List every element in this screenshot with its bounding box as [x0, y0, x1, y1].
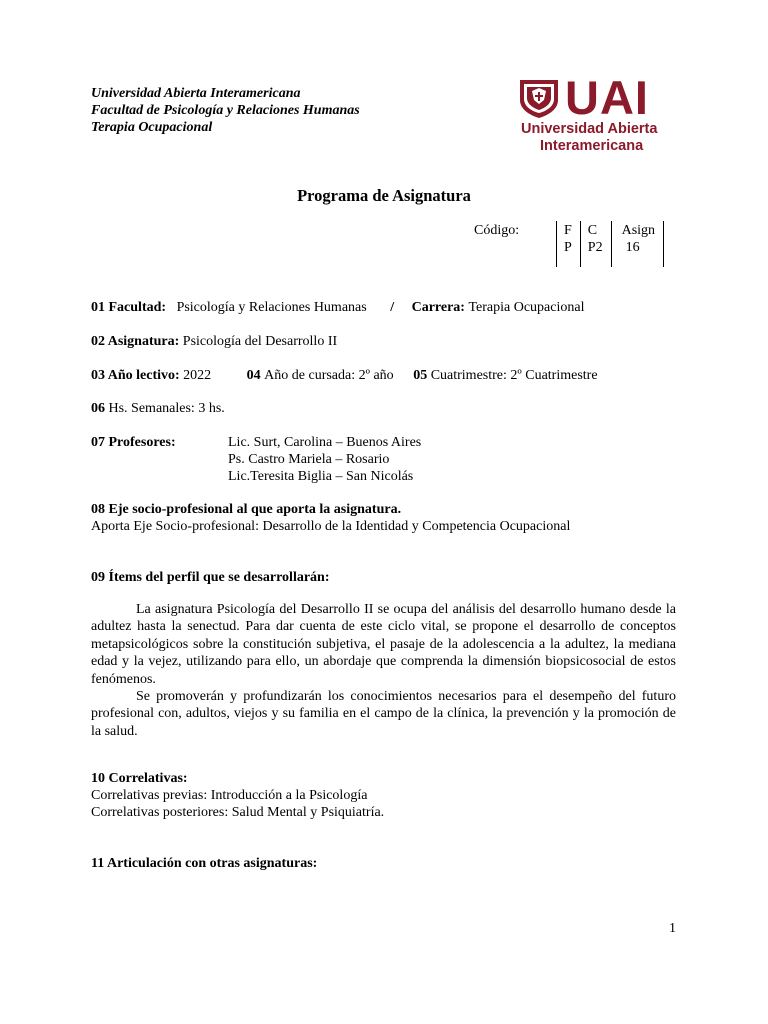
logo-name-line2: Interamericana — [540, 138, 644, 154]
field-07-label — [91, 434, 176, 451]
field-value: Psicología y Relaciones Humanas — [176, 300, 367, 315]
profesores-list — [228, 434, 421, 485]
field-value: Correlativas previas: Introducción a la Psicología — [91, 788, 368, 803]
field-value: Año de cursada: 2º año — [264, 368, 394, 383]
field-label: 05 — [413, 368, 428, 383]
codigo-table — [556, 221, 664, 267]
codigo-col-cp — [581, 221, 612, 267]
field-value: Hs. Semanales: 3 hs. — [108, 401, 225, 416]
field-10-correlativas — [91, 770, 384, 821]
field-01-facultad — [91, 299, 584, 316]
codigo-cell: 16 — [625, 240, 640, 255]
profesor-item: Lic. Surt, Carolina – Buenos Aires — [228, 435, 422, 450]
field-value: Aporta Eje Socio-profesional: Desarrollo de la Identidad y Competencia Ocupacional — [91, 519, 571, 534]
field-value: Cuatrimestre: 2º Cuatrimestre — [430, 368, 598, 383]
logo-name-line1: Universidad Abierta — [521, 121, 658, 137]
field-label: 08 Eje socio-profesional al que aporta la asignatura. — [91, 502, 402, 517]
field-11-articulacion — [91, 855, 317, 872]
codigo-cell: C — [587, 223, 598, 238]
field-label: 06 — [91, 401, 105, 416]
field-label: 11 Articulación con otras asignaturas: — [91, 856, 318, 871]
paragraph: La asignatura Psicología del Desarrollo II se ocupa del análisis del desarrollo humano desde la adultez hasta la senectud. Para dar cuenta de este ciclo vital, se propone el desarrollo de conceptos metapsicológicos sobre la constitución subjetiva, el pasaje de la adolescencia a la adultez, la mediana edad y la vejez, utilizando para ello, un abordaje que comprenda la dimensión biopsicosocial de estos fenómenos. — [91, 602, 676, 687]
field-value: 2022 — [183, 368, 212, 383]
career-name: Terapia Ocupacional — [91, 120, 213, 135]
field-label: 07 Profesores: — [91, 435, 176, 450]
document-title: Programa de Asignatura — [297, 186, 471, 205]
university-name: Universidad Abierta Interamericana — [91, 86, 301, 101]
codigo-cell: P — [564, 240, 572, 255]
codigo-cell: Asign — [621, 223, 656, 238]
field-value: Psicología del Desarrollo II — [182, 334, 338, 349]
codigo-label: Código: — [474, 223, 520, 238]
profesor-item: Lic.Teresita Biglia – San Nicolás — [228, 469, 414, 484]
field-label: 04 — [246, 368, 261, 383]
codigo-col-asign — [612, 221, 664, 267]
field-06-horas — [91, 400, 225, 417]
paragraph: Se promoverán y profundizarán los conocimientos necesarios para el desempeño del futuro profesional con, adultos, viejos y su familia en el campo de la clínica, la prevención y la promoción de la salud. — [91, 689, 676, 739]
field-value: Terapia Ocupacional — [468, 300, 585, 315]
field-value: Correlativas posteriores: Salud Mental y Psiquiatría. — [91, 805, 385, 820]
field-09-body — [91, 601, 676, 740]
field-09-label — [91, 569, 330, 586]
codigo-col-fp — [557, 221, 581, 267]
faculty-name: Facultad de Psicología y Relaciones Humanas — [91, 103, 360, 118]
logo-acronym: UAI — [565, 71, 649, 124]
field-separator: / — [390, 300, 395, 315]
field-label: 09 Ítems del perfil que se desarrollarán: — [91, 570, 330, 585]
codigo-cell: P2 — [587, 240, 603, 255]
codigo-cell: F — [564, 223, 572, 238]
field-label: Carrera: — [411, 300, 465, 315]
field-08-eje — [91, 501, 570, 535]
field-label: 01 Facultad: — [91, 300, 167, 315]
institution-header — [91, 85, 360, 136]
field-02-asignatura — [91, 333, 337, 350]
uai-logo — [518, 71, 668, 156]
page-number: 1 — [669, 921, 676, 936]
field-label: 02 Asignatura: — [91, 334, 180, 349]
field-03-05 — [91, 367, 598, 384]
field-label: 03 Año lectivo: — [91, 368, 180, 383]
profesor-item: Ps. Castro Mariela – Rosario — [228, 452, 390, 467]
field-label: 10 Correlativas: — [91, 771, 188, 786]
